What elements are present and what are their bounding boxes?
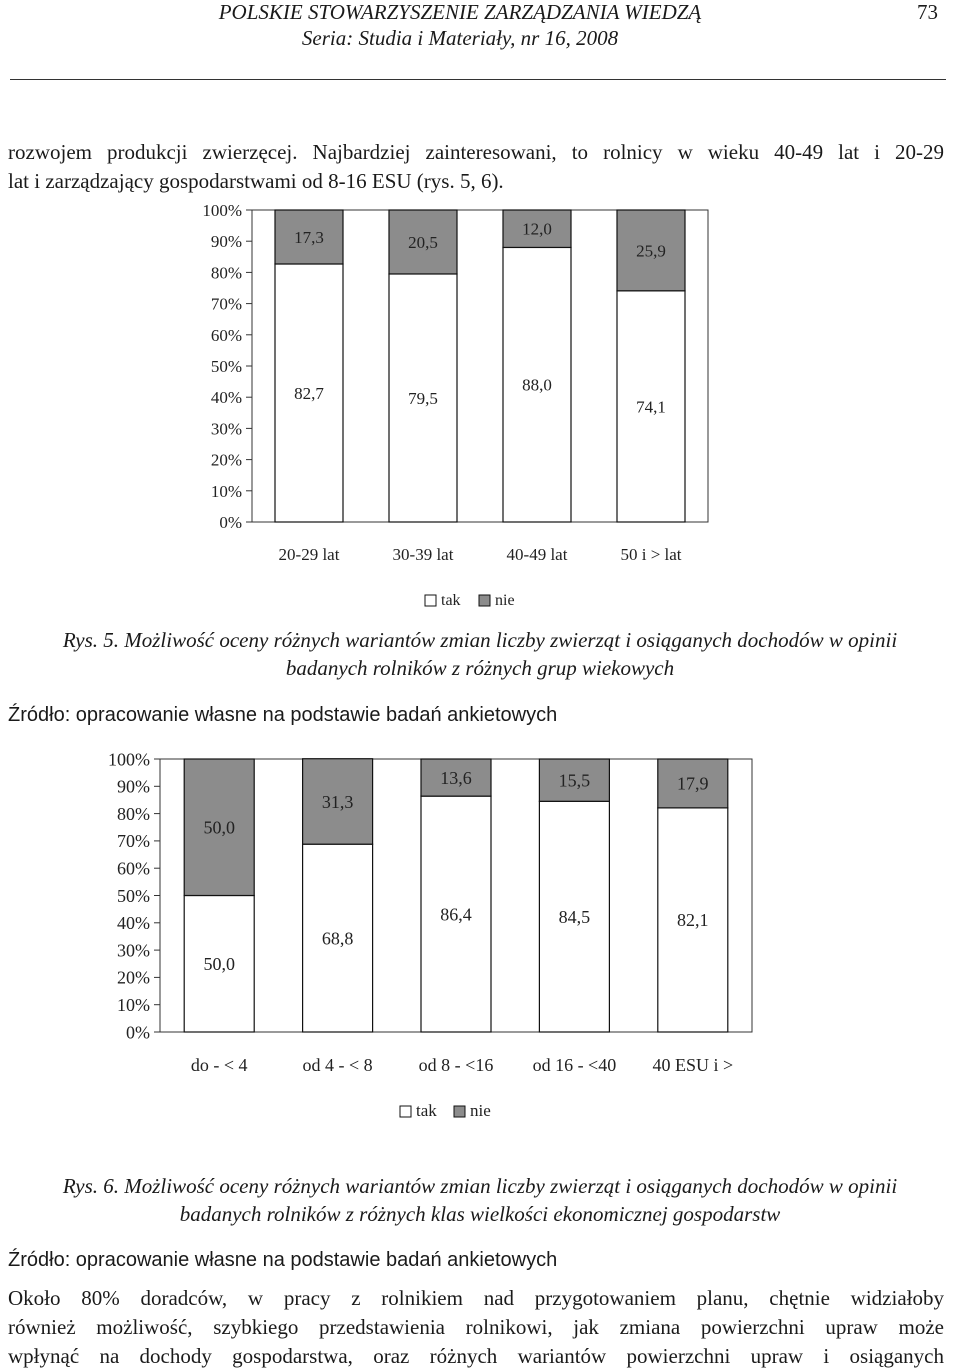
figure-6-source: Źródło: opracowanie własne na podstawie badań ankietowych <box>8 1249 558 1271</box>
figure-5-caption-line-1: Rys. 5. Możliwość oceny różnych wariantów zmian liczby zwierząt i osiąganych dochodów w opinii <box>62 628 898 652</box>
y-tick-label: 0% <box>219 512 242 532</box>
data-label-tak: 84,5 <box>558 906 591 927</box>
bars <box>275 210 685 522</box>
data-label-tak: 50,0 <box>203 954 235 975</box>
y-tick-label: 70% <box>117 831 150 852</box>
x-tick-label: od 4 - < 8 <box>302 1055 373 1075</box>
legend-swatch-nie <box>454 1106 465 1117</box>
y-tick-label: 10% <box>210 481 242 501</box>
y-tick-label: 100% <box>202 200 242 220</box>
legend-label-tak: tak <box>416 1101 437 1120</box>
x-tick-label: 40-49 lat <box>506 545 568 564</box>
x-tick-labels <box>279 545 682 564</box>
x-tick-labels <box>191 1055 733 1075</box>
figure-5-caption <box>8 626 952 682</box>
intro-line-1: rozwojem produkcji zwierzęcej. Najbardziej zainteresowani, to rolnicy w wieku 40-49 lat i 20-29 <box>8 140 944 164</box>
bars <box>184 759 728 1032</box>
figure-6-caption-line-1: Rys. 6. Możliwość oceny różnych wariantów zmian liczby zwierząt i osiąganych dochodów w opinii <box>62 1174 898 1198</box>
y-tick-label: 30% <box>210 419 242 439</box>
y-tick-label: 80% <box>210 263 242 283</box>
x-tick-label: od 8 - <16 <box>418 1055 494 1075</box>
closing-line-1: Około 80% doradców, w pracy z rolnikiem nad przygotowaniem planu, chętnie widziałoby <box>8 1286 944 1310</box>
data-label-nie: 17,3 <box>294 227 324 247</box>
header-rule <box>10 79 946 80</box>
y-tick-label: 50% <box>210 356 242 376</box>
legend <box>392 1096 502 1124</box>
y-tick-label: 100% <box>108 749 150 770</box>
x-tick-label: od 16 - <40 <box>532 1055 617 1075</box>
x-tick-label: do - < 4 <box>190 1055 248 1075</box>
data-label-tak: 74,1 <box>636 397 666 417</box>
data-label-tak: 86,4 <box>440 904 472 925</box>
page-number: 73 <box>917 0 938 24</box>
y-tick-label: 20% <box>117 967 150 988</box>
figure-5-chart <box>0 195 960 620</box>
y-tick-label: 20% <box>210 450 242 470</box>
x-tick-label: 40 ESU i > <box>652 1055 734 1075</box>
data-label-tak: 82,7 <box>294 383 324 403</box>
intro-paragraph <box>8 138 944 196</box>
data-label-tak: 82,1 <box>677 910 709 931</box>
figure-6-chart <box>0 740 960 1140</box>
x-tick-label: 20-29 lat <box>278 545 340 564</box>
legend-swatch-nie <box>479 595 490 606</box>
figure-5-source: Źródło: opracowanie własne na podstawie badań ankietowych <box>8 704 558 726</box>
y-tick-label: 40% <box>210 388 242 408</box>
y-tick-label: 70% <box>210 294 242 314</box>
y-tick-label: 50% <box>117 885 150 906</box>
intro-line-2: lat i zarządzający gospodarstwami od 8-16 ESU (rys. 5, 6). <box>8 169 504 193</box>
data-label-tak: 68,8 <box>321 928 354 949</box>
y-tick-label: 60% <box>210 325 242 345</box>
data-label-nie: 12,0 <box>522 219 552 239</box>
y-tick-label: 80% <box>117 803 150 824</box>
data-label-tak: 79,5 <box>408 388 438 408</box>
y-tick-label: 90% <box>117 776 150 797</box>
data-label-nie: 17,9 <box>677 773 709 794</box>
data-label-nie: 50,0 <box>203 817 235 838</box>
legend-label-nie: nie <box>470 1101 491 1120</box>
journal-series: Seria: Studia i Materiały, nr 16, 2008 <box>301 26 619 50</box>
closing-paragraph <box>8 1284 944 1371</box>
y-tick-label: 60% <box>117 858 150 879</box>
data-label-tak: 88,0 <box>522 375 552 395</box>
y-tick-label: 10% <box>117 995 150 1015</box>
legend <box>417 585 527 613</box>
data-label-nie: 15,5 <box>558 770 591 791</box>
legend-swatch-tak <box>425 595 436 606</box>
data-label-nie: 25,9 <box>636 241 666 261</box>
legend-label-tak: tak <box>441 592 461 609</box>
closing-line-3: wpłynąć na dochody gospodarstwa, oraz różnych wariantów powierzchni upraw i osiąganych <box>8 1344 944 1368</box>
data-label-nie: 20,5 <box>408 232 438 252</box>
journal-title: POLSKIE STOWARZYSZENIE ZARZĄDZANIA WIEDZĄ <box>218 0 702 24</box>
data-label-nie: 13,6 <box>440 767 472 788</box>
y-tick-label: 0% <box>126 1022 150 1043</box>
data-label-nie: 31,3 <box>321 791 354 812</box>
figure-5-caption-line-2: badanych rolników z różnych grup wiekowych <box>285 656 675 680</box>
closing-line-2: również możliwość, szybkiego przedstawienia rolnikowi, jak zmiana powierzchni upraw może <box>8 1315 944 1339</box>
y-tick-label: 30% <box>117 940 150 961</box>
figure-6-caption <box>8 1172 952 1228</box>
x-tick-label: 30-39 lat <box>392 545 454 564</box>
x-tick-label: 50 i > lat <box>620 545 682 564</box>
y-tick-label: 40% <box>117 913 150 934</box>
figure-6-caption-line-2: badanych rolników z różnych klas wielkości ekonomicznej gospodarstw <box>179 1202 781 1226</box>
legend-label-nie: nie <box>495 592 515 609</box>
legend-swatch-tak <box>400 1106 411 1117</box>
y-tick-label: 90% <box>210 232 242 252</box>
